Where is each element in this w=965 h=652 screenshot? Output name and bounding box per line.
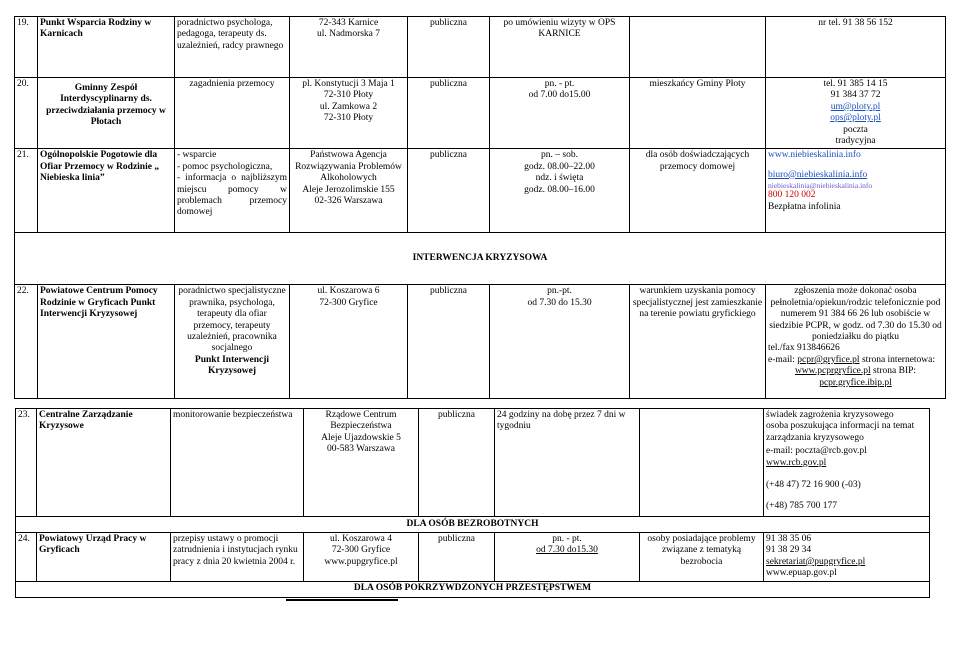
hours-line: po umówieniu wizyty w OPS bbox=[503, 18, 616, 28]
address-line: ul. Zamkowa 2 bbox=[319, 101, 378, 112]
scope-text: poradnictwo specjalistyczne prawnika, psychologa, terapeuty dla ofiar przemocy, terapeuty uzależnień, pracownika socjalnego bbox=[178, 286, 286, 354]
scope-cell bbox=[175, 285, 290, 399]
underline-decoration bbox=[286, 599, 398, 601]
target-cell: mieszkańcy Gminy Płoty bbox=[630, 78, 766, 149]
row-number: 23. bbox=[16, 409, 37, 517]
hours-line: pn.-pt. bbox=[547, 286, 572, 297]
type-cell: publiczna bbox=[419, 533, 495, 582]
institution-name: Powiatowe Centrum Pomocy Rodzinie w Gryficach Punkt Interwencji Kryzysowej bbox=[38, 285, 175, 399]
scope-line: - wsparcie bbox=[177, 150, 217, 161]
type-cell: publiczna bbox=[408, 78, 490, 149]
phone-text: 91 38 35 06 bbox=[766, 534, 812, 544]
row-number: 20. bbox=[15, 78, 38, 149]
scope-cell: przepisy ustawy o promocji zatrudnienia i instytucjach rynku pracy z dnia 20 kwietnia 2004 r. bbox=[171, 533, 304, 582]
row-number: 24. bbox=[16, 533, 37, 582]
address-line: Rządowe Centrum Bezpieczeństwa bbox=[325, 410, 397, 432]
contact-note: tradycyjna bbox=[835, 136, 876, 147]
table-row bbox=[16, 409, 930, 517]
hours-line: od 7.30 do 15.30 bbox=[527, 297, 592, 308]
hours-line: pn. - pt. bbox=[552, 534, 582, 544]
address-cell bbox=[304, 533, 419, 582]
address-line: 02-326 Warszawa bbox=[314, 196, 383, 207]
target-cell: warunkiem uzyskania pomocy specjalistycznej jest zamieszkanie na terenie powiatu gryfickiego bbox=[630, 285, 766, 399]
row-number: 19. bbox=[15, 17, 38, 78]
table-row bbox=[15, 285, 946, 399]
address-line: ul. Nadmorska 7 bbox=[316, 29, 381, 40]
email-link[interactable]: pcpr@gryfice.pl bbox=[797, 354, 860, 365]
contact-note: świadek zagrożenia kryzysowego bbox=[766, 410, 894, 420]
scope-cell bbox=[175, 149, 290, 233]
spacer bbox=[768, 162, 943, 170]
contact-note: poczta bbox=[843, 124, 868, 135]
contact-cell bbox=[764, 409, 930, 517]
hours-line: KARNICE bbox=[538, 29, 581, 40]
scope-cell: monitorowanie bezpieczeństwa bbox=[171, 409, 304, 517]
section-title: DLA OSÓB BEZROBOTNYCH bbox=[16, 517, 930, 533]
scope-bold: Punkt Interwencji Kryzysowej bbox=[194, 354, 270, 377]
address-line: ul. Koszarowa 6 bbox=[317, 286, 380, 297]
address-line: 72-310 Płoty bbox=[323, 90, 374, 101]
table-row bbox=[15, 149, 946, 233]
section-header-row bbox=[15, 233, 946, 285]
table-row bbox=[16, 533, 930, 582]
hours-line: godz. 08.00–22.00 bbox=[524, 161, 595, 172]
website-line bbox=[768, 366, 943, 377]
hours-line: godz. 08.00–16.00 bbox=[524, 184, 595, 195]
target-cell bbox=[640, 409, 764, 517]
section-header-row bbox=[16, 581, 930, 597]
section-header-row bbox=[16, 517, 930, 533]
hours-cell bbox=[495, 533, 640, 582]
institution-name: Powiatowy Urząd Pracy w Gryficach bbox=[37, 533, 171, 582]
hours-cell bbox=[490, 17, 630, 78]
contact-cell bbox=[766, 78, 946, 149]
institution-name: Ogólnopolskie Pogotowie dla Ofiar Przemocy w Rodzinie „ Niebieska linia” bbox=[38, 149, 175, 233]
hours-cell bbox=[490, 149, 630, 233]
address-line: Aleje Jerozolimskie 155 bbox=[302, 184, 395, 195]
address-line: Aleje Ujazdowskie 5 bbox=[321, 432, 401, 443]
contact-intro: zgłoszenia może dokonać osoba pełnoletnia/opiekun/rodzic telefonicznie pod numerem 91 384 66 26 lub osobiście w siedzibie PCPR, w godz. od 7.30 do 15.30 od poniedziałku do piątku bbox=[769, 286, 942, 343]
address-line: pl. Konstytucji 3 Maja 1 bbox=[302, 79, 395, 89]
address-cell bbox=[290, 78, 408, 149]
hours-line: od 7.00 do15.00 bbox=[528, 90, 591, 101]
spacer bbox=[766, 491, 927, 501]
phone-text: tel. 91 385 14 15 bbox=[823, 79, 888, 89]
scope-line: - pomoc psychologiczna, bbox=[177, 161, 273, 172]
row-number: 22. bbox=[15, 285, 38, 399]
hours-line: ndz. i święta bbox=[535, 173, 584, 184]
address-line: ul. Koszarowa 4 bbox=[330, 534, 392, 544]
scope-cell: zagadnienia przemocy bbox=[175, 78, 290, 149]
address-line: 72-300 Gryfice bbox=[331, 545, 391, 556]
hours-line: pn. – sob. bbox=[541, 150, 578, 161]
contact-cell bbox=[766, 17, 946, 78]
section-title: INTERWENCJA KRYZYSOWA bbox=[15, 233, 946, 285]
email-link[interactable]: biuro@niebieskalinia.info bbox=[768, 169, 868, 180]
institution-name: Centralne Zarządzanie Kryzysowe bbox=[37, 409, 171, 517]
address-cell bbox=[290, 149, 408, 233]
website-link[interactable]: www.niebieskalinia.info bbox=[768, 150, 861, 161]
type-cell: publiczna bbox=[419, 409, 495, 517]
email-line bbox=[768, 355, 943, 366]
phone-text: (+48) 785 700 177 bbox=[766, 501, 838, 512]
website-link[interactable]: www.epuap.gov.pl bbox=[766, 568, 837, 579]
institutions-table-bottom bbox=[15, 408, 930, 598]
hours-cell bbox=[490, 285, 630, 399]
section-title: DLA OSÓB POKRZYWDZONYCH PRZESTĘPSTWEM bbox=[16, 581, 930, 597]
address-cell bbox=[290, 17, 408, 78]
website-link[interactable]: www.pcprgryfice.pl bbox=[794, 366, 871, 377]
address-cell bbox=[304, 409, 419, 517]
hotline-number: 800 120 002 bbox=[768, 190, 816, 201]
hours-cell bbox=[490, 78, 630, 149]
contact-cell bbox=[766, 285, 946, 399]
institutions-table-top bbox=[14, 16, 946, 399]
address-line: 00-583 Warszawa bbox=[327, 444, 395, 455]
hours-line: pn. - pt. bbox=[544, 79, 575, 89]
email-link[interactable]: ops@ploty.pl bbox=[830, 113, 881, 124]
type-cell: publiczna bbox=[408, 149, 490, 233]
contact-note: osoba poszukująca informacji na temat zarządzania kryzysowego bbox=[766, 421, 915, 443]
hours-line: od 7.30 do15.30 bbox=[536, 545, 598, 556]
phone-text: 91 384 37 72 bbox=[830, 90, 881, 101]
address-line: 72-300 Gryfice bbox=[319, 297, 378, 308]
email-link[interactable]: um@ploty.pl bbox=[830, 101, 881, 112]
spacer bbox=[766, 469, 927, 480]
target-cell bbox=[630, 17, 766, 78]
email-link-small[interactable]: niebieskalinia@niebieskalinia.info bbox=[768, 181, 873, 191]
fax-text: tel./fax 913846626 bbox=[768, 343, 840, 354]
institution-name: Gminny Zespół Interdyscyplinarny ds. przeciwdziałania przemocy w Płotach bbox=[38, 78, 175, 149]
address-cell bbox=[290, 285, 408, 399]
hours-cell: 24 godziny na dobę przez 7 dni w tygodniu bbox=[495, 409, 640, 517]
hotline-label: Bezpłatna infolinia bbox=[768, 201, 841, 212]
phone-text: (+48 47) 72 16 900 (-03) bbox=[766, 480, 861, 491]
address-line: 72-343 Karnice bbox=[318, 18, 379, 28]
address-line: 72-310 Płoty bbox=[323, 113, 374, 124]
phone-text: 91 38 29 34 bbox=[766, 545, 812, 556]
institution-name: Punkt Wsparcia Rodziny w Karnicach bbox=[38, 17, 175, 78]
bip-link[interactable]: pcpr.gryfice.ibip.pl bbox=[819, 377, 892, 388]
scope-cell: poradnictwo psychologa, pedagoga, terapeuty ds. uzależnień, radcy prawnego bbox=[175, 17, 290, 78]
type-cell: publiczna bbox=[408, 17, 490, 78]
bip-label: strona BIP: bbox=[870, 366, 917, 377]
scope-line: - informacja o najbliższym miejscu pomocy w problemach przemocy domowej bbox=[177, 173, 287, 218]
email-link[interactable]: sekretariat@pupgryfice.pl bbox=[766, 556, 866, 567]
type-cell: publiczna bbox=[408, 285, 490, 399]
website-link[interactable]: www.pupgryfice.pl bbox=[324, 556, 398, 567]
table-row bbox=[15, 17, 946, 78]
email-label: e-mail: bbox=[768, 354, 798, 365]
contact-cell bbox=[764, 533, 930, 582]
target-cell: dla osób doświadczających przemocy domowej bbox=[630, 149, 766, 233]
email-line[interactable]: e-mail: poczta@rcb.gov.pl bbox=[766, 446, 867, 457]
row-number: 21. bbox=[15, 149, 38, 233]
phone-text: nr tel. 91 38 56 152 bbox=[818, 18, 893, 28]
address-line: Państwowa Agencja Rozwiązywania Problemów Alkoholowych bbox=[295, 150, 402, 184]
target-cell: osoby posiadające problemy związane z tematyką bezrobocia bbox=[640, 533, 764, 582]
website-label: strona internetowa: bbox=[859, 354, 936, 365]
website-link[interactable]: www.rcb.gov.pl bbox=[766, 457, 827, 468]
contact-cell bbox=[766, 149, 946, 233]
table-row bbox=[15, 78, 946, 149]
